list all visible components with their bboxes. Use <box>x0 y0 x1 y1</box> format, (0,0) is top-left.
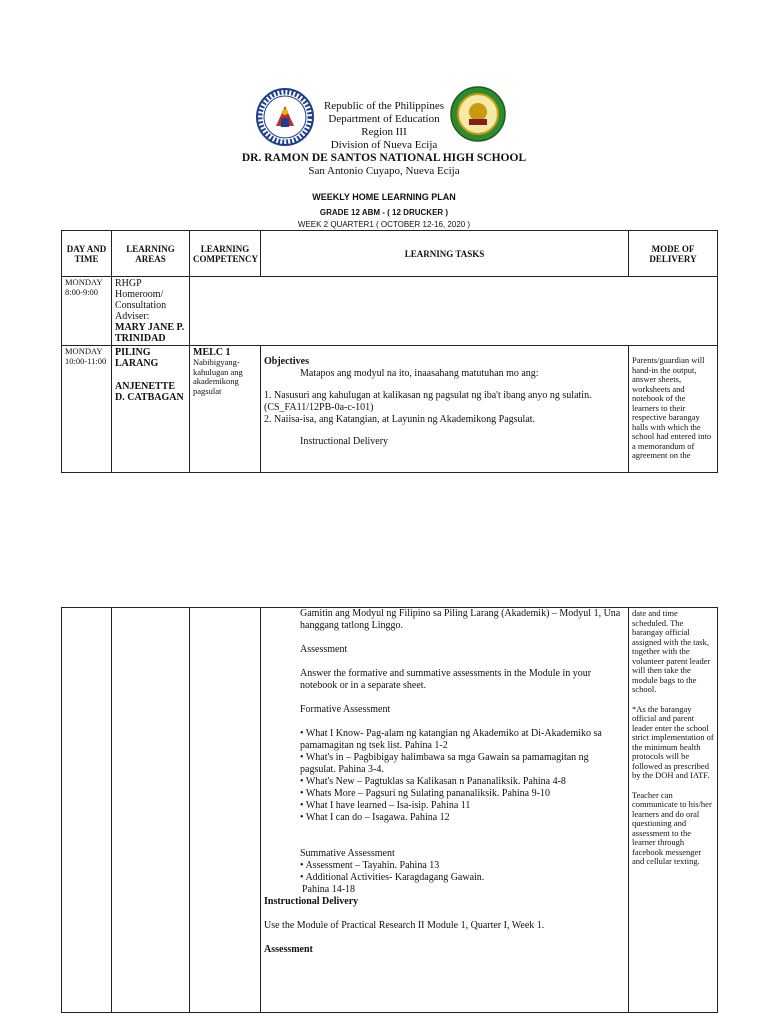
header-learning-areas: LEARNING AREAS <box>112 231 190 277</box>
row2-day-time: MONDAY 10:00-11:00 <box>62 346 112 473</box>
cont-day-time <box>62 608 112 1013</box>
header-learning-tasks: LEARNING TASKS <box>261 231 629 277</box>
summative-heading: Summative Assessment <box>300 848 395 859</box>
adviser-name: MARY JANE P. TRINIDAD <box>115 322 185 344</box>
cont-learning-area <box>112 608 190 1013</box>
learning-plan-table-continued <box>61 607 718 1013</box>
formative-item: • What's New – Pagtuklas sa Kalikasan n Pananaliksik. Pahina 4-8 <box>300 776 566 787</box>
header-line-2: Department of Education <box>328 113 440 125</box>
learning-plan-table <box>61 230 718 473</box>
formative-heading: Formative Assessment <box>300 704 391 715</box>
cont-learning-tasks: Gamitin ang Modyul ng Filipino sa Piling Larang (Akademik) – Modyul 1, Una hanggang tatlong Linggo. Assessment Answer the formative and summative assessments in the Module in your notebook or in a separate sheet. Formative Assessment • What I Know- Pag-alam ng katangian ng Akademiko at Di-Akademiko sa pamamagitan ng tsek list. Pahina 1-2 • What's in – Pagbibigay halimbawa sa mga Gawain sa pamamagitan ng pagsulat. Pahina 3-4. • What's New – Pagtuklas sa Kalikasan n Pananaliksik. Pahina 4-8 • Whats More – Pagsuri ng Sulating pananaliksik. Pahina 9-10 • What I have learned – Isa-isip. Pahina 11 • What I can do – Isagawa. Pahina 12 Summative Assessment • Assessment – Tayahin. Pahina 13 • Additional Activities- Karagdagang Gawain. Pahina 14-18 Instructional Delivery Use the Module of Practical Research II Module 1, Quarter I, Week 1. Assessment <box>261 608 629 1013</box>
row2-learning-tasks: Objectives Matapos ang modyul na ito, inaasahang matutuhan mo ang: 1. Nasusuri ang kahulugan at kalikasan ng pagsulat ng iba't ibang anyo ng sulatin. (CS_FA11/12PB-0a-c-101) 2. Naiisa-isa, ang Katangian, at Layunin ng Akademikong Pagsulat. Instructional Delivery <box>261 346 629 473</box>
school-address: San Antonio Cuyapo, Nueva Ecija <box>308 165 460 177</box>
header-line-4: Division of Nueva Ecija <box>330 139 438 151</box>
cont-competency <box>190 608 261 1013</box>
assessment-heading-2: Assessment <box>264 944 313 955</box>
header-line-1: Republic of the Philippines <box>323 100 445 112</box>
row1-learning-area: RHGP Homeroom/ Consultation Adviser: MARY JANE P. TRINIDAD <box>112 277 190 346</box>
grade-section: GRADE 12 ABM - ( 12 DRUCKER ) <box>319 208 449 217</box>
row1-empty <box>190 277 718 346</box>
row2-learning-area: PILING LARANG ANJENETTE D. CATBAGAN <box>112 346 190 473</box>
row2-competency: MELC 1 Nabibigyang-kahulugan ang akademikong pagsulat <box>190 346 261 473</box>
header-learning-competency: LEARNING COMPETENCY <box>190 231 261 277</box>
summative-item: • Assessment – Tayahin. Pahina 13 <box>300 860 440 871</box>
teacher-name: ANJENETTE D. CATBAGAN <box>115 381 184 403</box>
row2-mode-of-delivery: Parents/guardian will hand-in the output, answer sheets, worksheets and notebook of the learners to their respective barangay halls with which the school had entered into a memorandum of agreement on the <box>629 346 718 473</box>
formative-item: • Whats More – Pagsuri ng Sulating pananaliksik. Pahina 9-10 <box>300 788 550 799</box>
school-name: DR. RAMON DE SANTOS NATIONAL HIGH SCHOOL <box>241 152 527 164</box>
assessment-heading: Assessment <box>300 644 348 655</box>
formative-item: • What I can do – Isagawa. Pahina 12 <box>300 812 450 823</box>
summative-item: • Additional Activities- Karagdagang Gawain. <box>300 872 485 883</box>
formative-item: • What I Know- Pag-alam ng katangian ng Akademiko at Di-Akademiko sa pamamagitan ng tsek list. Pahina 1-2 <box>300 728 602 751</box>
header-line-3: Region III <box>361 126 407 138</box>
header-mode-of-delivery: MODE OF DELIVERY <box>629 231 718 277</box>
formative-item: • What's in – Pagbibigay halimbawa sa mga Gawain sa pamamagitan ng pagsulat. Pahina 3-4. <box>300 752 589 775</box>
formative-item: • What I have learned – Isa-isip. Pahina 11 <box>300 800 471 811</box>
row1-day-time: MONDAY 8:00-9:00 <box>62 277 112 346</box>
plan-title: WEEKLY HOME LEARNING PLAN <box>312 192 456 202</box>
week-quarter: WEEK 2 QUARTER1 ( OCTOBER 12-16, 2020 ) <box>297 220 471 229</box>
header-day-time: DAY AND TIME <box>62 231 112 277</box>
cont-mode-of-delivery: date and time scheduled. The barangay official assigned with the task, together with the volunteer parent leader will then take the module bags to the school. *As the barangay official and parent leader enter the school strict implementation of the minimum health protocols will be followed as prescribed by the DOH and IATF. Teacher can communicate to his/her learners and do oral questioning and assessment to the learner through facebook messenger and cellular texting. <box>629 608 718 1013</box>
instructional-delivery-heading: Instructional Delivery <box>264 896 359 907</box>
